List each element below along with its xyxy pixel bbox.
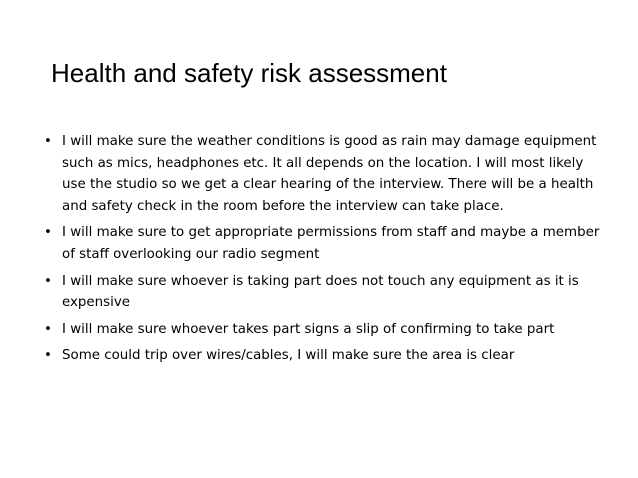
slide-title: Health and safety risk assessment <box>51 58 447 88</box>
bullet-icon: • <box>44 348 52 364</box>
bullet-item-consent-slip <box>44 319 604 341</box>
bullet-text: I will make sure to get appropriate permissions from staff and maybe a member of staff overlooking our radio segment <box>62 225 600 262</box>
bullet-item-equipment <box>44 271 604 314</box>
bullet-text: I will make sure whoever takes part signs a slip of confirming to take part <box>62 321 555 337</box>
bullet-item-cables <box>44 345 604 367</box>
bullet-icon: • <box>44 273 52 289</box>
bullet-icon: • <box>44 134 52 149</box>
bullet-text: I will make sure whoever is taking part does not touch any equipment as it is expensive <box>62 273 579 311</box>
bullet-text: Some could trip over wires/cables, I will make sure the area is clear <box>62 348 515 364</box>
bullet-icon: • <box>44 225 52 241</box>
bullet-item-permissions <box>44 222 604 265</box>
bullet-text: I will make sure the weather conditions is good as rain may damage equipment such as mics, headphones etc. It all depends on the location. I will most likely use the studio so we get a clear hearing of the interview. There will be a health and safety check in the room before the interview can take place. <box>62 134 597 214</box>
bullet-list <box>44 131 604 372</box>
bullet-item-weather <box>44 131 604 217</box>
bullet-icon: • <box>44 321 52 337</box>
